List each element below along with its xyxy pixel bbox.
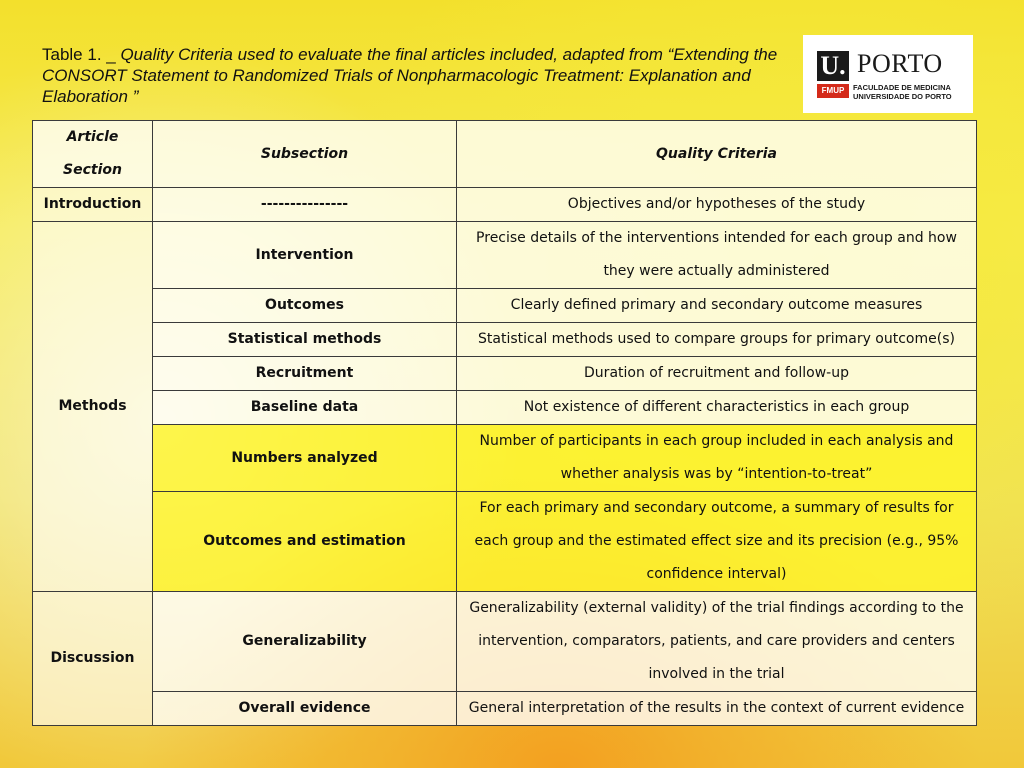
table-row	[33, 391, 977, 425]
subsection-cell: Numbers analyzed	[153, 425, 457, 492]
logo-faculty-text	[853, 83, 952, 101]
criteria-cell: Duration of recruitment and follow-up	[457, 357, 977, 391]
criteria-cell: Statistical methods used to compare groups for primary outcome(s)	[457, 323, 977, 357]
uporto-logo	[803, 35, 973, 113]
subsection-cell: Recruitment	[153, 357, 457, 391]
caption-prefix: Table 1. _	[42, 45, 121, 64]
header-subsection: Subsection	[153, 121, 457, 188]
criteria-cell: For each primary and secondary outcome, a summary of results for each group and the estimated effect size and its precision (e.g., 95% confidence interval)	[457, 492, 977, 592]
criteria-cell: General interpretation of the results in the context of current evidence	[457, 692, 977, 726]
table-row	[33, 323, 977, 357]
subsection-cell: Statistical methods	[153, 323, 457, 357]
table-row	[33, 492, 977, 592]
subsection-cell: Outcomes and estimation	[153, 492, 457, 592]
logo-fmup-badge: FMUP	[817, 84, 849, 98]
table-caption	[42, 44, 792, 107]
section-introduction: Introduction	[33, 188, 153, 222]
criteria-cell: Clearly defined primary and secondary outcome measures	[457, 289, 977, 323]
table-header-row	[33, 121, 977, 188]
table-row	[33, 289, 977, 323]
table-row	[33, 592, 977, 692]
subsection-cell: Overall evidence	[153, 692, 457, 726]
logo-porto-text: PORTO	[857, 49, 943, 78]
logo-faculty-line1: FACULDADE DE MEDICINA	[853, 83, 951, 92]
criteria-cell: Generalizability (external validity) of the trial findings according to the intervention, comparators, patients, and care providers and centers involved in the trial	[457, 592, 977, 692]
table-row	[33, 692, 977, 726]
table-row	[33, 357, 977, 391]
criteria-cell: Not existence of different characteristics in each group	[457, 391, 977, 425]
header-quality-criteria: Quality Criteria	[457, 121, 977, 188]
logo-u-mark: U.	[817, 51, 849, 81]
logo-faculty-line2: UNIVERSIDADE DO PORTO	[853, 92, 952, 101]
criteria-cell: Objectives and/or hypotheses of the study	[457, 188, 977, 222]
subsection-cell: Baseline data	[153, 391, 457, 425]
table-row	[33, 425, 977, 492]
subsection-cell: Generalizability	[153, 592, 457, 692]
criteria-cell: Number of participants in each group included in each analysis and whether analysis was by “intention-to-treat”	[457, 425, 977, 492]
subsection-cell: Outcomes	[153, 289, 457, 323]
quality-criteria-table	[32, 120, 977, 726]
header-article-section: Article Section	[33, 121, 153, 188]
table-row	[33, 188, 977, 222]
subsection-cell: Intervention	[153, 222, 457, 289]
table-row	[33, 222, 977, 289]
subsection-cell: ---------------	[153, 188, 457, 222]
criteria-cell: Precise details of the interventions intended for each group and how they were actually administered	[457, 222, 977, 289]
caption-text: Quality Criteria used to evaluate the final articles included, adapted from “Extending the CONSORT Statement to Randomized Trials of Nonpharmacologic Treatment: Explanation and Elaboration ”	[42, 45, 778, 106]
section-methods: Methods	[33, 222, 153, 592]
section-discussion: Discussion	[33, 592, 153, 726]
